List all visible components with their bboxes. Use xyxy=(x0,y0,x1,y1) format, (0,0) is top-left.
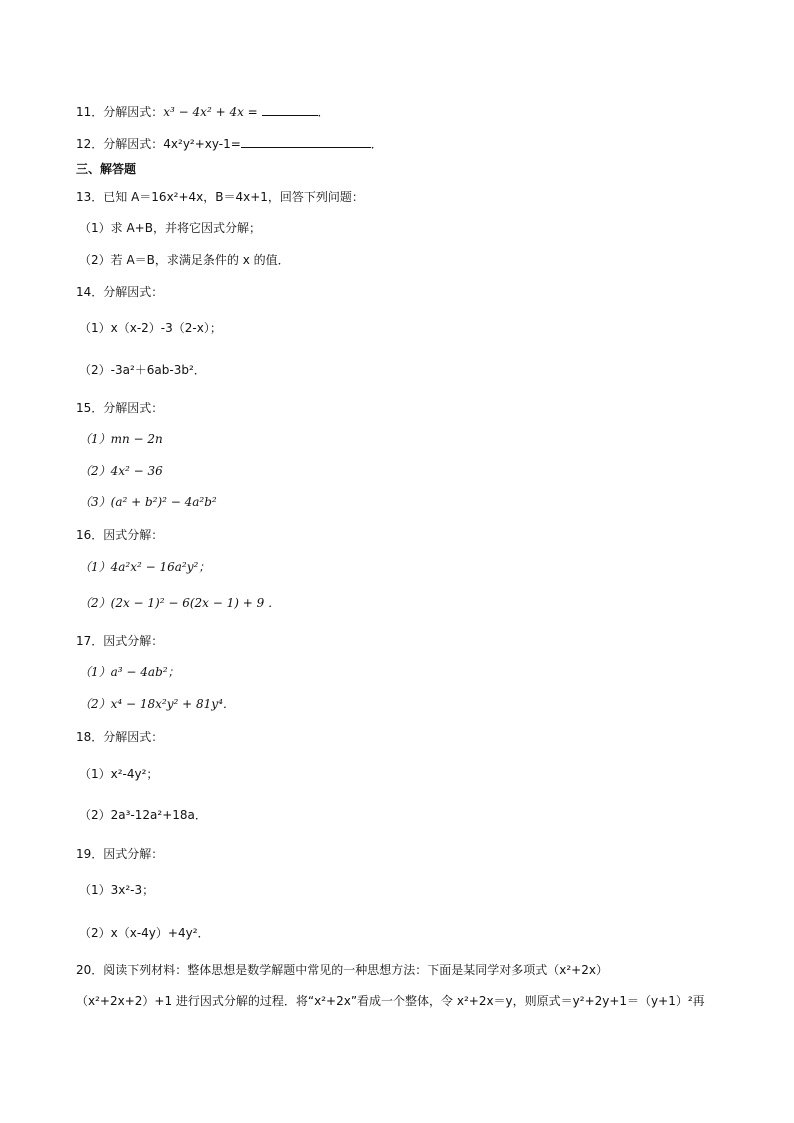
q15-part-2: （2）4x² − 36 xyxy=(79,464,163,478)
q15-part-3: （3）(a² + b²)² − 4a²b² xyxy=(79,495,217,509)
q15-part-1: （1）mn − 2n xyxy=(79,432,163,446)
q12-label: 12．分解因式：4x²y²+xy-1= xyxy=(76,137,241,151)
q19-stem: 19．因式分解： xyxy=(76,847,164,861)
q20-line-1: 20．阅读下列材料：整体思想是数学解题中常见的一种思想方法：下面是某同学对多项式（x²+2x） xyxy=(76,963,608,977)
q19-part-2: （2）x（x-4y）+4y²． xyxy=(79,926,210,940)
q14-part-2: （2）-3a²＋6ab-3b²． xyxy=(79,363,206,377)
q19-part-1: （1）3x²-3； xyxy=(79,883,155,897)
q11-label: 11．分解因式： xyxy=(76,105,164,119)
q14-part-1: （1）x（x-2）-3（2-x）； xyxy=(79,321,222,335)
q11-period: ． xyxy=(317,105,330,119)
q13-stem: 13．已知 A＝16x²+4x，B＝4x+1，回答下列问题： xyxy=(76,190,364,204)
q14-stem: 14．分解因式： xyxy=(76,285,164,299)
question-12 xyxy=(76,136,383,152)
section-heading: 三、解答题 xyxy=(76,162,137,176)
q11-answer-blank[interactable] xyxy=(262,104,318,116)
q11-expression: x³ − 4x² + 4x = xyxy=(163,105,258,119)
q17-part-2: （2）x⁴ − 18x²y² + 81y⁴． xyxy=(79,697,235,711)
q16-part-2: （2）(2x − 1)² − 6(2x − 1) + 9 ． xyxy=(79,596,281,610)
q12-answer-blank[interactable] xyxy=(241,136,371,148)
q15-stem: 15．分解因式： xyxy=(76,401,164,415)
q16-part-1: （1）4a²x² − 16a²y²； xyxy=(79,560,211,574)
q13-part-1: （1）求 A+B，并将它因式分解； xyxy=(79,221,261,235)
q12-period: ． xyxy=(370,137,383,151)
q18-stem: 18．分解因式： xyxy=(76,730,164,744)
q17-stem: 17．因式分解： xyxy=(76,634,164,648)
question-11 xyxy=(76,104,330,120)
q18-part-1: （1）x²-4y²； xyxy=(79,767,159,781)
q16-stem: 16．因式分解： xyxy=(76,528,164,542)
q13-part-2: （2）若 A＝B，求满足条件的 x 的值． xyxy=(79,253,290,267)
q18-part-2: （2）2a³-12a²+18a． xyxy=(79,808,207,822)
q17-part-1: （1）a³ − 4ab²； xyxy=(79,665,180,679)
q20-line-2: （x²+2x+2）+1 进行因式分解的过程．将“x²+2x”看成一个整体，令 x²+2x＝y，则原式＝y²+2y+1＝（y+1）²再 xyxy=(76,994,705,1008)
